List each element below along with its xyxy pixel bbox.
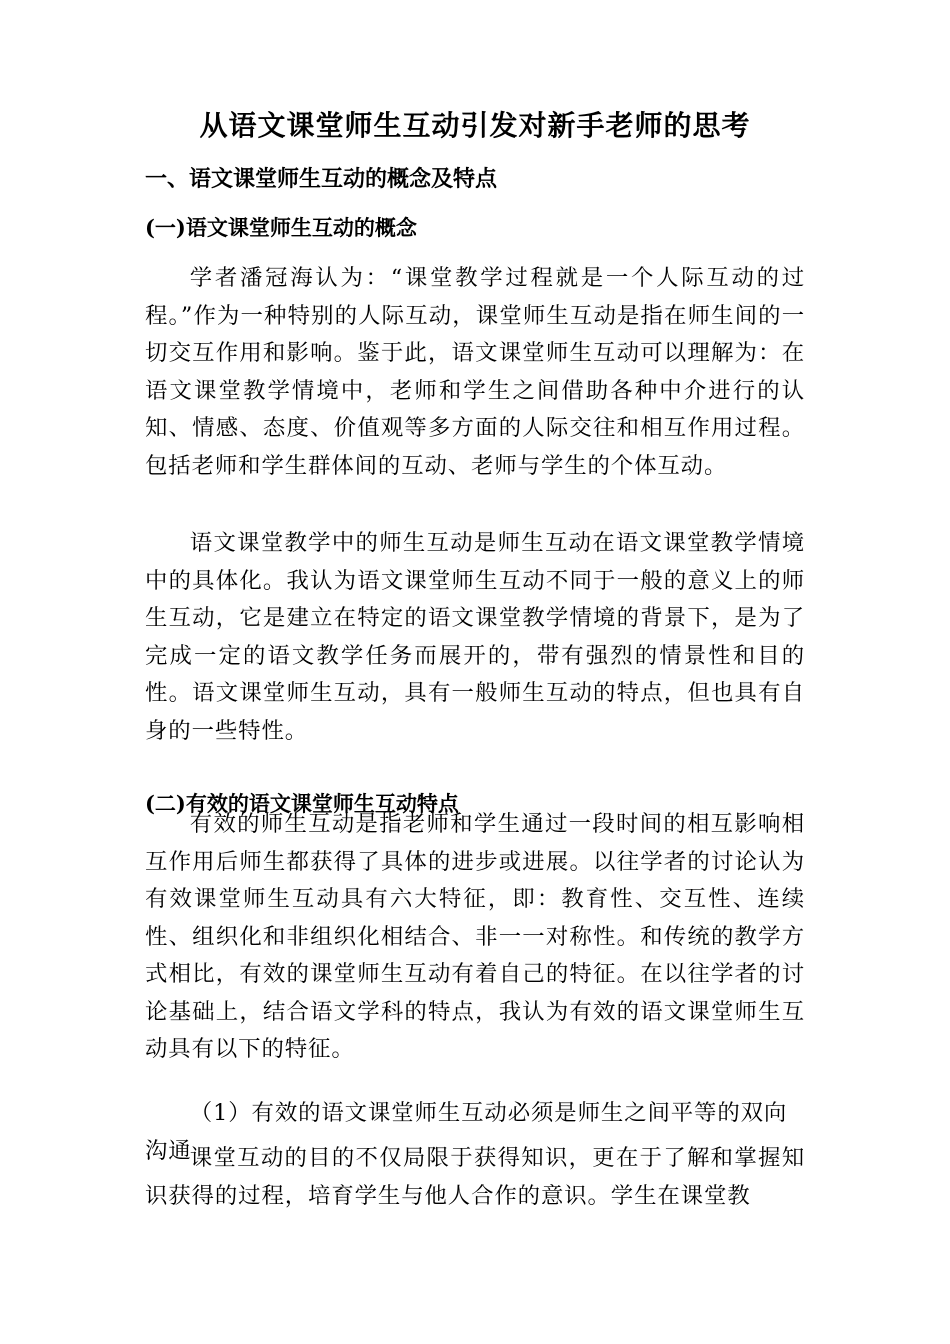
paragraph-specifics: 语文课堂教学中的师生互动是师生互动在语文课堂教学情境中的具体化。我认为语文课堂师生互动不同于一般的意义上的师生互动，它是建立在特定的语文课堂教学情境的背景下，是为了完成一定的语文教学任务而展开的，带有强烈的情景性和目的性。语文课堂师生互动，具有一般师生互动的特点，但也具有自身的一些特性。 xyxy=(145,530,805,744)
document-title: 从语文课堂师生互动引发对新手老师的思考 xyxy=(199,109,751,142)
paragraph-concept: 学者潘冠海认为：“课堂教学过程就是一个人际互动的过程。”作为一种特别的人际互动，课堂师生互动是指在师生间的一切交互作用和影响。鉴于此，语文课堂师生互动可以理解为：在语文课堂教学情境中，老师和学生之间借助各种中介进行的认知、情感、态度、价值观等多方面的人际交往和相互作用过程。包括老师和学生群体间的互动、老师与学生的个体互动。 xyxy=(145,265,805,479)
paragraph-interaction-purpose: 课堂互动的目的不仅局限于获得知识，更在于了解和掌握知识获得的过程，培育学生与他人合作的意识。学生在课堂教 xyxy=(145,1145,805,1209)
section-heading-1: 一、语文课堂师生互动的概念及特点 xyxy=(145,167,498,192)
subsection-heading-1: (一)语文课堂师生互动的概念 xyxy=(145,215,417,240)
subsection-heading-2: (二)有效的语文课堂师生互动特点 xyxy=(145,791,459,816)
item-heading-1: （1）有效的语文课堂师生互动必须是师生之间平等的双向沟通 xyxy=(145,1100,788,1164)
paragraph-effective-features: 有效的师生互动是指老师和学生通过一段时间的相互影响相互作用后师生都获得了具体的进步或进展。以往学者的讨论认为有效课堂师生互动具有六大特征，即：教育性、交互性、连续性、组织化和非组织化相结合、非一一对称性。和传统的教学方式相比，有效的课堂师生互动有着自己的特征。在以往学者的讨论基础上，结合语文学科的特点，我认为有效的语文课堂师生互动具有以下的特征。 xyxy=(145,811,805,1062)
